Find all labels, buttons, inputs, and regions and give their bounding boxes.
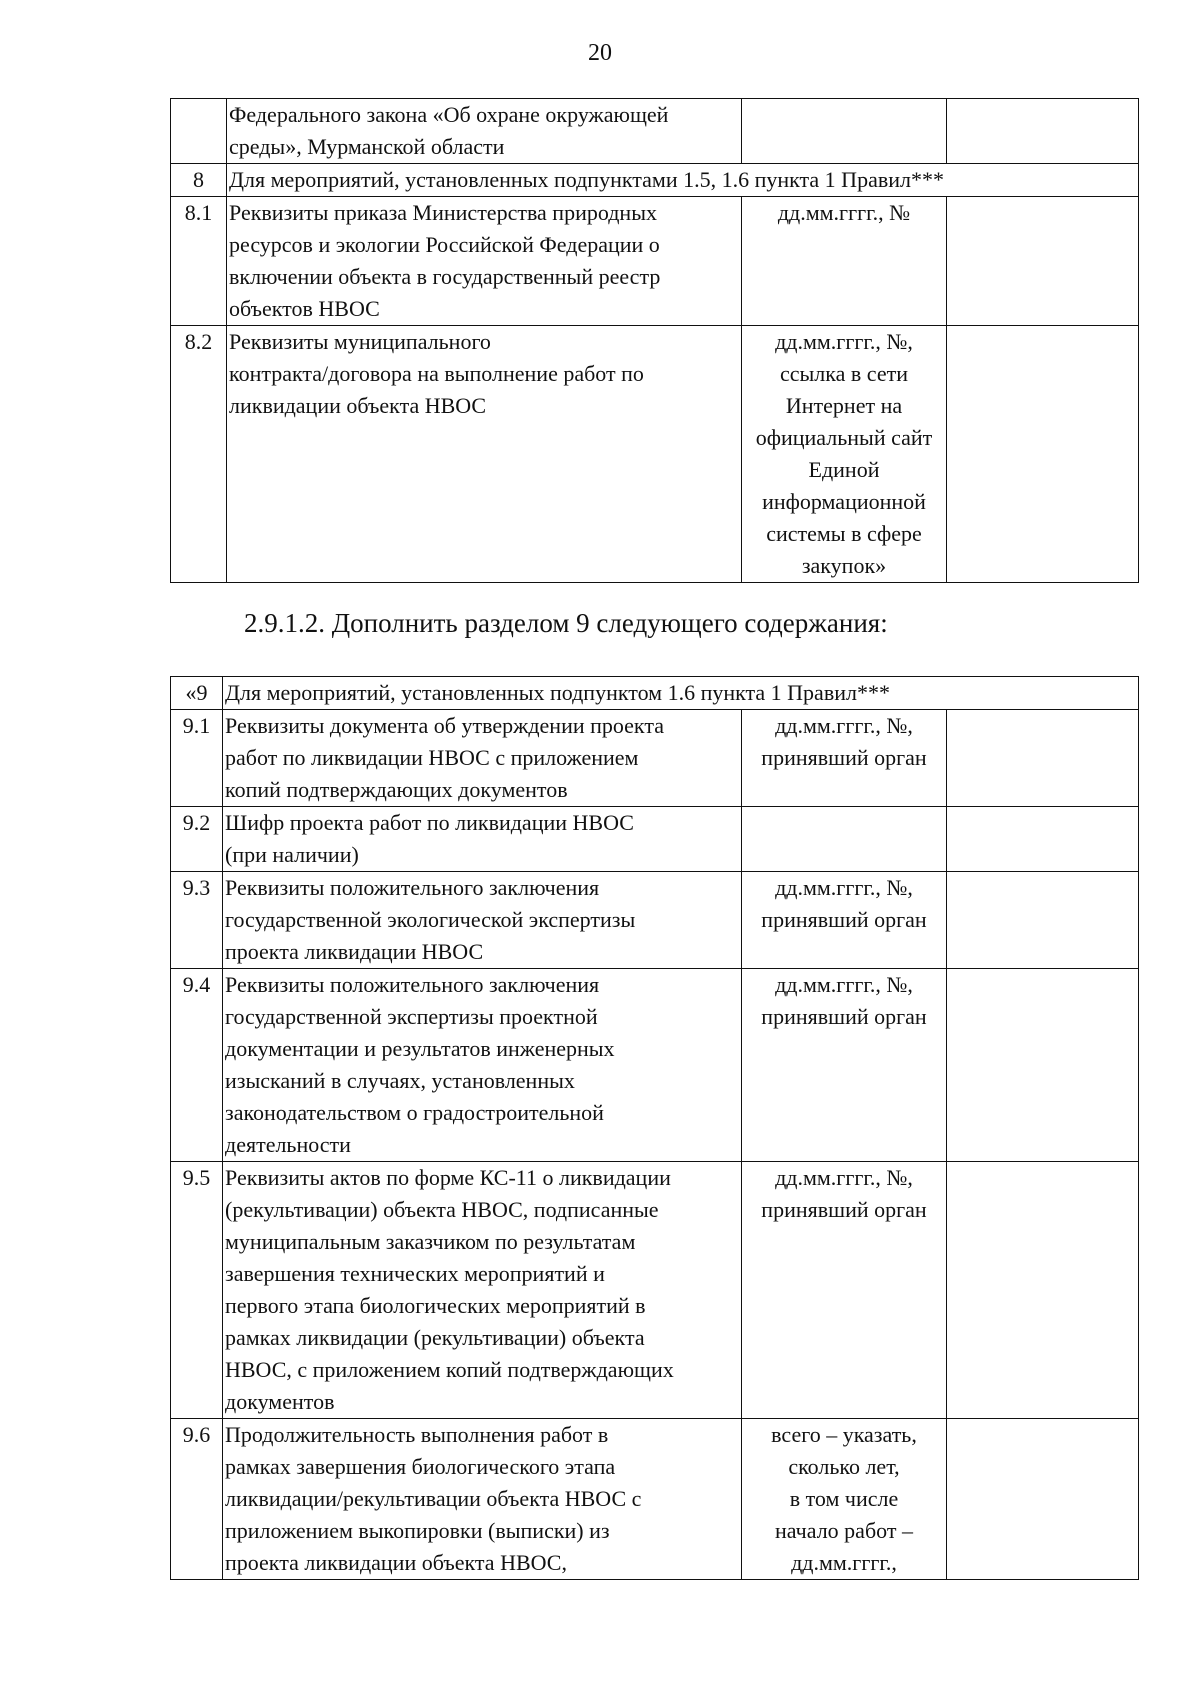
row-number: 9.4 — [171, 969, 223, 1162]
table-row — [171, 164, 1139, 197]
row-value-cell — [947, 807, 1139, 872]
row-number: 9.3 — [171, 872, 223, 969]
row-format — [742, 197, 947, 326]
description-line: Продолжительность выполнения работ в — [225, 1422, 609, 1447]
description-line: изысканий в случаях, установленных — [225, 1068, 575, 1093]
format-line: дд.мм.гггг., № — [777, 200, 911, 225]
description-line: объектов НВОС — [229, 296, 380, 321]
table-row — [171, 677, 1139, 710]
format-line: дд.мм.гггг., №, — [775, 1165, 913, 1190]
format-line: дд.мм.гггг., — [791, 1550, 897, 1575]
format-line: принявший орган — [761, 745, 927, 770]
description-line: документации и результатов инженерных — [225, 1036, 615, 1061]
row-format — [742, 872, 947, 969]
row-format — [742, 99, 947, 164]
description-line: (при наличии) — [225, 842, 359, 867]
description-line: Реквизиты актов по форме КС-11 о ликвидации — [225, 1165, 671, 1190]
row-description — [227, 197, 742, 326]
description-line: первого этапа биологических мероприятий в — [225, 1293, 646, 1318]
row-value-cell — [947, 710, 1139, 807]
row-value-cell — [947, 197, 1139, 326]
format-line: официальный сайт — [755, 425, 933, 450]
page-number: 20 — [588, 40, 612, 66]
format-line: дд.мм.гггг., №, — [775, 713, 913, 738]
description-line: Реквизиты документа об утверждении проекта — [225, 713, 664, 738]
description-line: ликвидации объекта НВОС — [229, 393, 487, 418]
table-row — [171, 710, 1139, 807]
description-line: среды», Мурманской области — [229, 134, 505, 159]
requirements-table-section-9 — [170, 676, 1139, 1580]
row-description — [223, 969, 742, 1162]
description-line: ресурсов и экологии Российской Федерации о — [229, 232, 660, 257]
format-line: принявший орган — [761, 1004, 927, 1029]
description-line: Реквизиты муниципального — [229, 329, 491, 354]
description-line: государственной экспертизы проектной — [225, 1004, 598, 1029]
table-row — [171, 969, 1139, 1162]
table-row — [171, 872, 1139, 969]
format-line: начало работ – — [775, 1518, 913, 1543]
row-description — [223, 807, 742, 872]
row-number: 9.5 — [171, 1162, 223, 1419]
description-line: завершения технических мероприятий и — [225, 1261, 605, 1286]
description-line: Федерального закона «Об охране окружающей — [229, 102, 669, 127]
description-line: работ по ликвидации НВОС с приложением — [225, 745, 639, 770]
row-number — [171, 99, 227, 164]
description-line: Реквизиты приказа Министерства природных — [229, 200, 657, 225]
row-description — [227, 99, 742, 164]
format-line: дд.мм.гггг., №, — [775, 875, 913, 900]
table-row — [171, 99, 1139, 164]
row-description — [223, 872, 742, 969]
row-value-cell — [947, 99, 1139, 164]
description-line: Реквизиты положительного заключения — [225, 972, 600, 997]
table-row — [171, 1162, 1139, 1419]
description-line: приложением выкопировки (выписки) из — [225, 1518, 610, 1543]
row-format — [742, 326, 947, 583]
row-format — [742, 807, 947, 872]
format-line: ссылка в сети — [780, 361, 908, 386]
format-line: закупок» — [801, 553, 887, 578]
description-line: копий подтверждающих документов — [225, 777, 568, 802]
row-value-cell — [947, 872, 1139, 969]
row-description — [223, 1162, 742, 1419]
table-row — [171, 807, 1139, 872]
row-format — [742, 710, 947, 807]
description-line: (рекультивации) объекта НВОС, подписанные — [225, 1197, 659, 1222]
row-value-cell — [947, 326, 1139, 583]
row-value-cell — [947, 969, 1139, 1162]
row-number: 9.6 — [171, 1419, 223, 1580]
description-line: государственной экологической экспертизы — [225, 907, 636, 932]
table-row — [171, 197, 1139, 326]
row-description — [223, 1419, 742, 1580]
row-number: 9.2 — [171, 807, 223, 872]
description-line: рамках завершения биологического этапа — [225, 1454, 616, 1479]
row-value-cell — [947, 1162, 1139, 1419]
format-line: в том числе — [789, 1486, 899, 1511]
section-heading: 2.9.1.2. Дополнить разделом 9 следующего содержания: — [244, 608, 888, 638]
format-line: дд.мм.гггг., №, — [775, 329, 913, 354]
table-row — [171, 1419, 1139, 1580]
format-line: принявший орган — [761, 907, 927, 932]
requirements-table-section-8 — [170, 98, 1139, 583]
row-description — [227, 326, 742, 583]
row-number: «9 — [171, 677, 223, 710]
section-header-cell: Для мероприятий, установленных подпунктом 1.6 пункта 1 Правил*** — [223, 677, 1139, 710]
format-line: информационной — [762, 489, 926, 514]
description-line: документов — [225, 1389, 335, 1414]
section-header-cell: Для мероприятий, установленных подпунктами 1.5, 1.6 пункта 1 Правил*** — [227, 164, 1139, 197]
table-row — [171, 326, 1139, 583]
row-value-cell — [947, 1419, 1139, 1580]
description-line: рамках ликвидации (рекультивации) объекта — [225, 1325, 645, 1350]
description-line: проекта ликвидации НВОС — [225, 939, 484, 964]
format-line: всего – указать, — [771, 1422, 917, 1447]
format-line: принявший орган — [761, 1197, 927, 1222]
description-line: включении объекта в государственный реестр — [229, 264, 661, 289]
description-line: НВОС, с приложением копий подтверждающих — [225, 1357, 674, 1382]
row-format — [742, 969, 947, 1162]
row-number: 8 — [171, 164, 227, 197]
description-line: муниципальным заказчиком по результатам — [225, 1229, 636, 1254]
row-number: 9.1 — [171, 710, 223, 807]
row-format — [742, 1162, 947, 1419]
row-format — [742, 1419, 947, 1580]
description-line: законодательством о градостроительной — [225, 1100, 604, 1125]
format-line: Интернет на — [785, 393, 903, 418]
description-line: ликвидации/рекультивации объекта НВОС с — [225, 1486, 642, 1511]
format-line: системы в сфере — [766, 521, 922, 546]
description-line: деятельности — [225, 1132, 351, 1157]
format-line: Единой — [808, 457, 880, 482]
description-line: проекта ликвидации объекта НВОС, — [225, 1550, 567, 1575]
description-line: контракта/договора на выполнение работ по — [229, 361, 644, 386]
description-line: Реквизиты положительного заключения — [225, 875, 600, 900]
row-description — [223, 710, 742, 807]
row-number: 8.2 — [171, 326, 227, 583]
row-number: 8.1 — [171, 197, 227, 326]
format-line: дд.мм.гггг., №, — [775, 972, 913, 997]
format-line: сколько лет, — [788, 1454, 900, 1479]
description-line: Шифр проекта работ по ликвидации НВОС — [225, 810, 634, 835]
